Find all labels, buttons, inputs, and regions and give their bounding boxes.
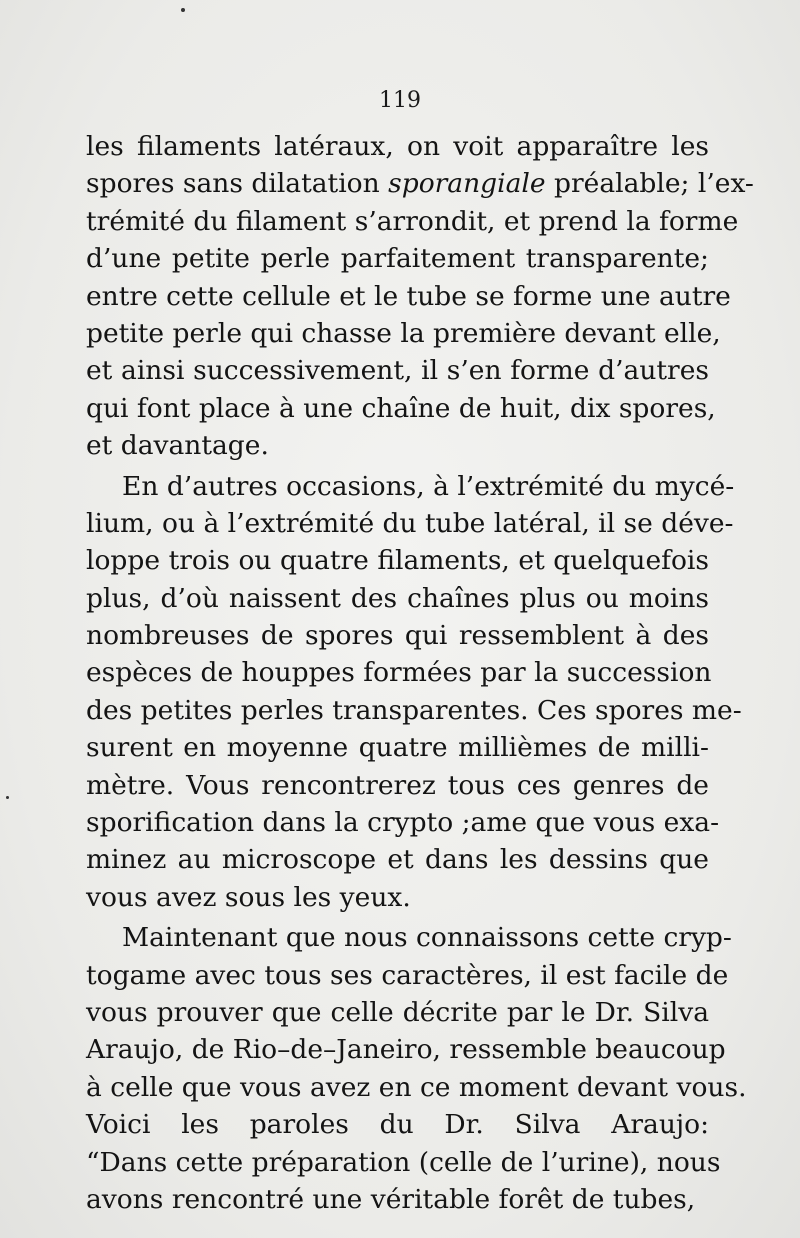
text-line: vous avez sous les yeux. — [86, 881, 411, 913]
text-line: togame avec tous ses caractères, il est facile de — [86, 959, 729, 991]
text-line: espèces de houppes formées par la succession — [86, 657, 712, 689]
paragraph — [86, 468, 742, 917]
text-line: d’une petite perle parfaitement transparente; — [86, 243, 709, 275]
text-line: spores sans dilatation sporangiale préalable; l’ex- — [86, 168, 754, 200]
text-line: lium, ou à l’extrémité du tube latéral, il se déve- — [86, 507, 734, 539]
text-line: vous prouver que celle décrite par le Dr. Silva — [86, 996, 709, 1028]
text-line: entre cette cellule et le tube se forme une autre — [86, 280, 731, 312]
text-line: surent en moyenne quatre millièmes de milli- — [86, 732, 709, 764]
text-line: minez au microscope et dans les dessins que — [86, 844, 709, 876]
text-line: Maintenant que nous connaissons cette cryp- — [122, 922, 732, 954]
text-line: plus, d’où naissent des chaînes plus ou moins — [86, 582, 709, 614]
text-line: petite perle qui chasse la première devant elle, — [86, 317, 721, 349]
text-line: sporification dans la crypto ;ame que vous exa- — [86, 807, 720, 839]
page-number: 119 — [379, 88, 421, 113]
text-line: et ainsi successivement, il s’en forme d’autres — [86, 355, 709, 387]
paragraph — [86, 919, 747, 1218]
text-line: “Dans cette préparation (celle de l’urine), nous — [86, 1146, 721, 1178]
text-line: mètre. Vous rencontrerez tous ces genres de — [86, 769, 709, 801]
text-line: avons rencontré une véritable forêt de tubes, — [86, 1183, 696, 1215]
ink-speck — [6, 796, 9, 799]
text-line: loppe trois ou quatre filaments, et quelquefois — [86, 545, 709, 577]
text-line: trémité du filament s’arrondit, et prend la forme — [86, 205, 739, 237]
text-line: à celle que vous avez en ce moment devant vous. — [86, 1071, 747, 1103]
text-line: les filaments latéraux, on voit apparaître les — [86, 131, 709, 162]
text-line: Voici les paroles du Dr. Silva Araujo: — [86, 1109, 709, 1141]
text-line: Araujo, de Rio–de–Janeiro, ressemble beaucoup — [86, 1034, 726, 1066]
text-line: qui font place à une chaîne de huit, dix spores, — [86, 392, 716, 424]
text-line: et davantage. — [86, 430, 269, 462]
ink-speck — [181, 8, 185, 12]
text-line: nombreuses de spores qui ressemblent à des — [86, 620, 709, 652]
text-line: des petites perles transparentes. Ces spores me- — [86, 694, 742, 726]
body-text — [86, 128, 754, 1218]
paragraph — [86, 128, 754, 465]
text-line: En d’autres occasions, à l’extrémité du mycé- — [122, 470, 735, 502]
